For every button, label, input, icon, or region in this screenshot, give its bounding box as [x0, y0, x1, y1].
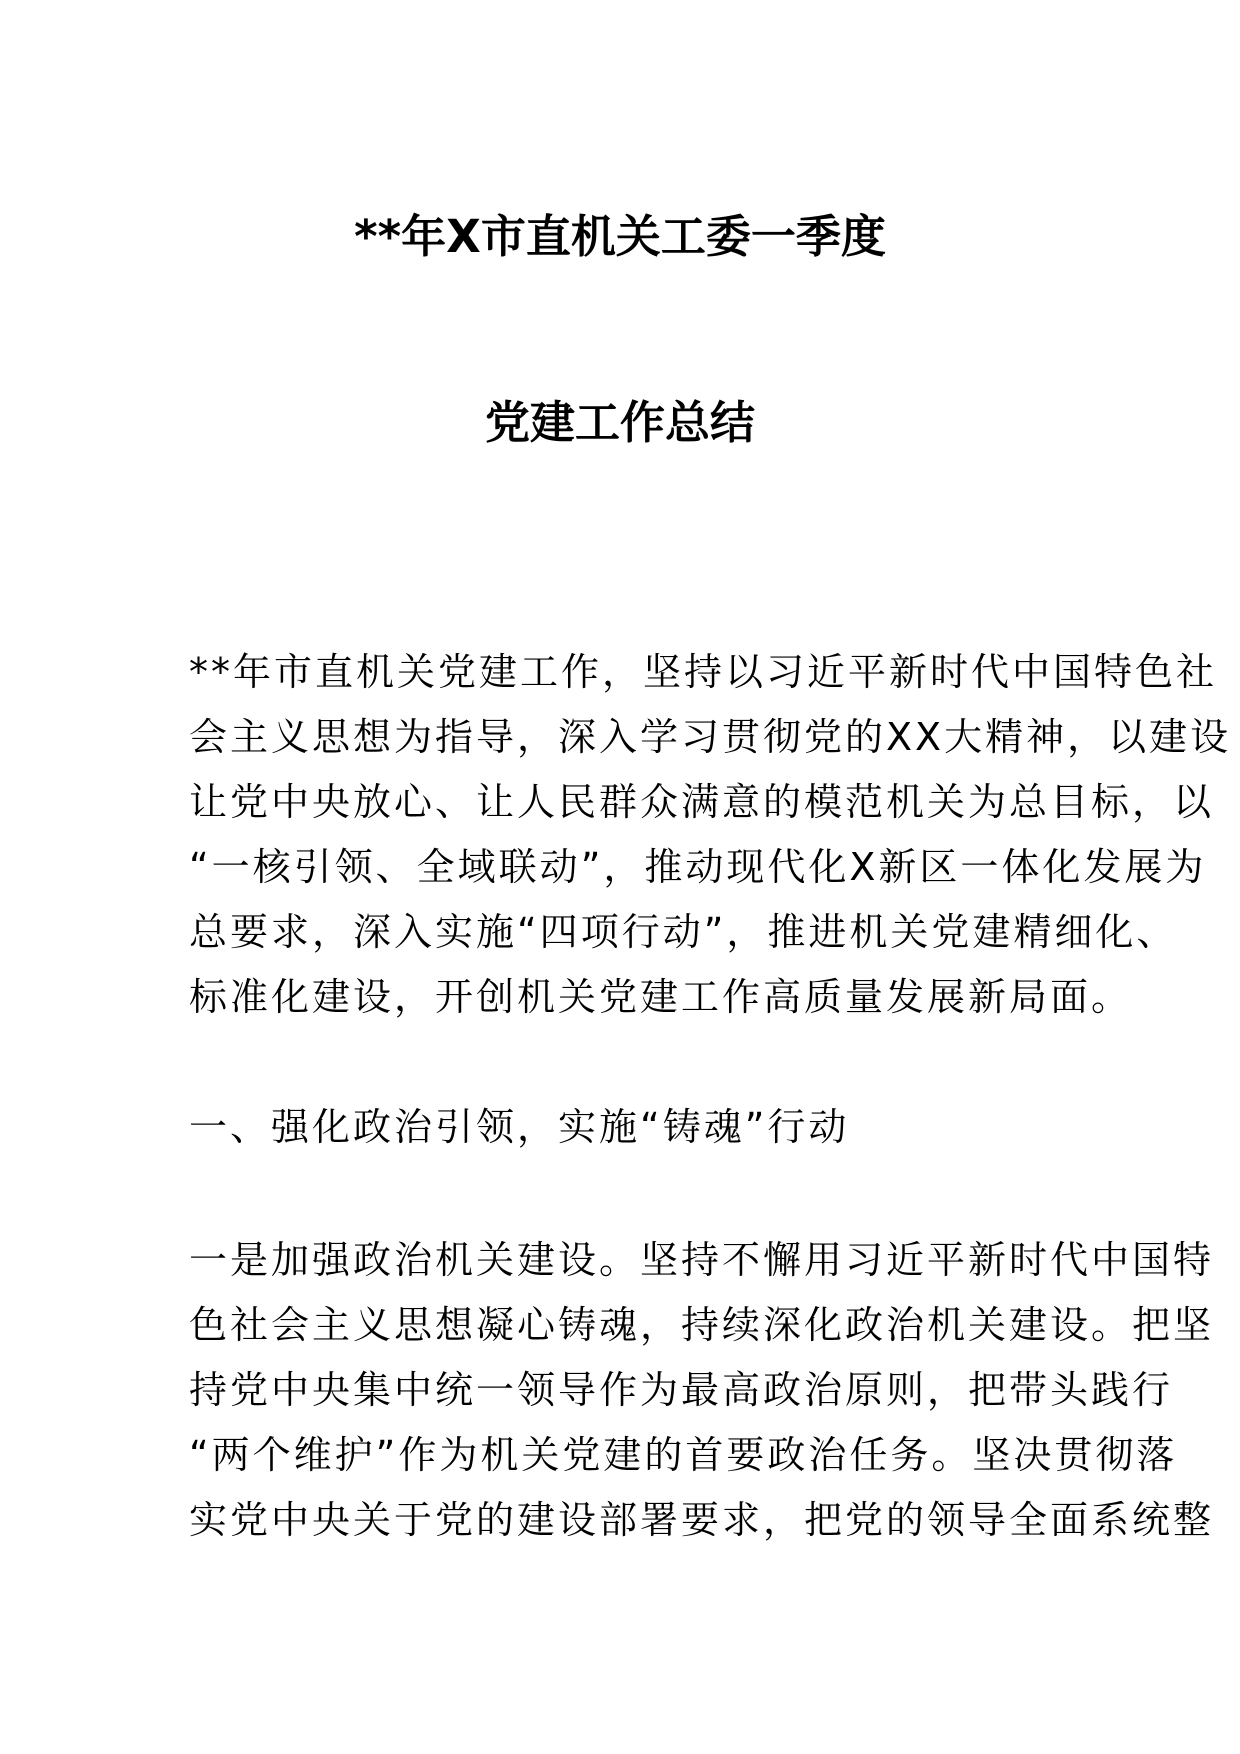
text-line: 让党中央放心、让人民群众满意的模范机关为总目标，以 [189, 780, 1215, 824]
text-line: 一是加强政治机关建设。坚持不懈用习近平新时代中国特 [189, 1238, 1215, 1282]
section-heading: 一、强化政治引领，实施“铸魂”行动 [189, 1105, 850, 1149]
text-line: 实党中央关于党的建设部署要求，把党的领导全面系统整 [189, 1498, 1215, 1542]
document-title-line1: **年X市直机关工委一季度 [354, 210, 886, 263]
text-line: 标准化建设，开创机关党建工作高质量发展新局面。 [189, 975, 1133, 1019]
text-line: 持党中央集中统一领导作为最高政治原则，把带头践行 [189, 1368, 1174, 1412]
text-line: 会主义思想为指导，深入学习贯彻党的XX大精神，以建设 [189, 715, 1232, 759]
text-line: 色社会主义思想凝心铸魂，持续深化政治机关建设。把坚 [189, 1303, 1215, 1347]
text-line: 总要求，深入实施“四项行动”，推进机关党建精细化、 [189, 910, 1178, 954]
text-line: “一核引领、全域联动”，推动现代化X新区一体化发展为 [189, 845, 1207, 889]
text-line: “两个维护”作为机关党建的首要政治任务。坚决贯彻落 [189, 1433, 1178, 1477]
text-line: **年市直机关党建工作，坚持以习近平新时代中国特色社 [189, 650, 1218, 694]
document-title-line2: 党建工作总结 [484, 396, 755, 449]
